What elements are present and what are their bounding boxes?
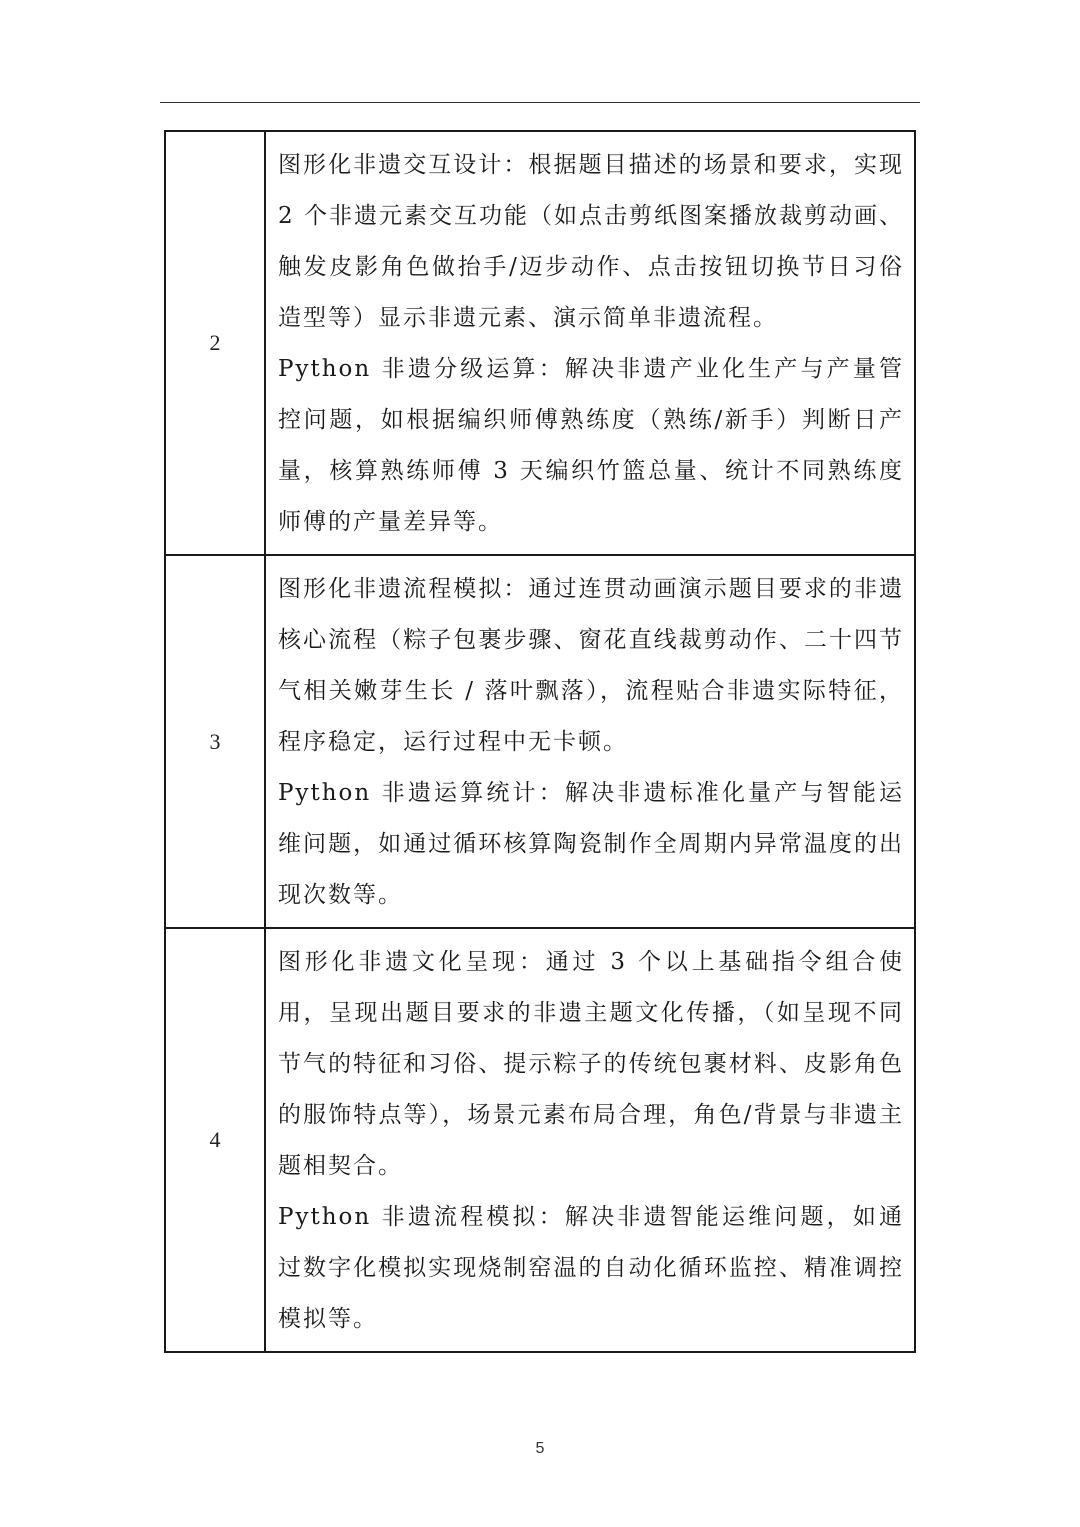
- table-row: [165, 555, 915, 928]
- row-content: [265, 928, 915, 1352]
- python-paragraph: Python 非遗运算统计：解决非遗标准化量产与智能运维问题，如通过循环核算陶瓷制作全周期内异常温度的出现次数等。: [278, 780, 904, 908]
- row-number: 2: [165, 131, 265, 555]
- row-content: [265, 555, 915, 928]
- row-number: 4: [165, 928, 265, 1352]
- row-content: [265, 131, 915, 555]
- header-rule: [160, 102, 920, 103]
- page-number: 5: [535, 1440, 545, 1457]
- table-row: [165, 131, 915, 555]
- row-number: 3: [165, 555, 265, 928]
- python-paragraph: Python 非遗分级运算：解决非遗产业化生产与产量管控问题，如根据编织师傅熟练度（熟练/新手）判断日产量，核算熟练师傅 3 天编织竹篮总量、统计不同熟练度师傅的产量差异等。: [278, 356, 904, 535]
- graphical-paragraph: 图形化非遗文化呈现：通过 3 个以上基础指令组合使用，呈现出题目要求的非遗主题文化传播，（如呈现不同节气的特征和习俗、提示粽子的传统包裹材料、皮影角色的服饰特点等），场景元素布局合理，角色/背景与非遗主题相契合。: [278, 949, 904, 1179]
- graphical-paragraph: 图形化非遗流程模拟：通过连贯动画演示题目要求的非遗核心流程（粽子包裹步骤、窗花直线裁剪动作、二十四节气相关嫩芽生长 / 落叶飘落），流程贴合非遗实际特征，程序稳定，运行过程中无卡顿。: [278, 576, 904, 755]
- table-row: [165, 928, 915, 1352]
- graphical-paragraph: 图形化非遗交互设计：根据题目描述的场景和要求，实现 2 个非遗元素交互功能（如点击剪纸图案播放裁剪动画、触发皮影角色做抬手/迈步动作、点击按钮切换节日习俗造型等）显示非遗元素、演示简单非遗流程。: [278, 152, 904, 331]
- python-paragraph: Python 非遗流程模拟：解决非遗智能运维问题，如通过数字化模拟实现烧制窑温的自动化循环监控、精准调控模拟等。: [278, 1204, 904, 1332]
- criteria-table: [164, 130, 916, 1353]
